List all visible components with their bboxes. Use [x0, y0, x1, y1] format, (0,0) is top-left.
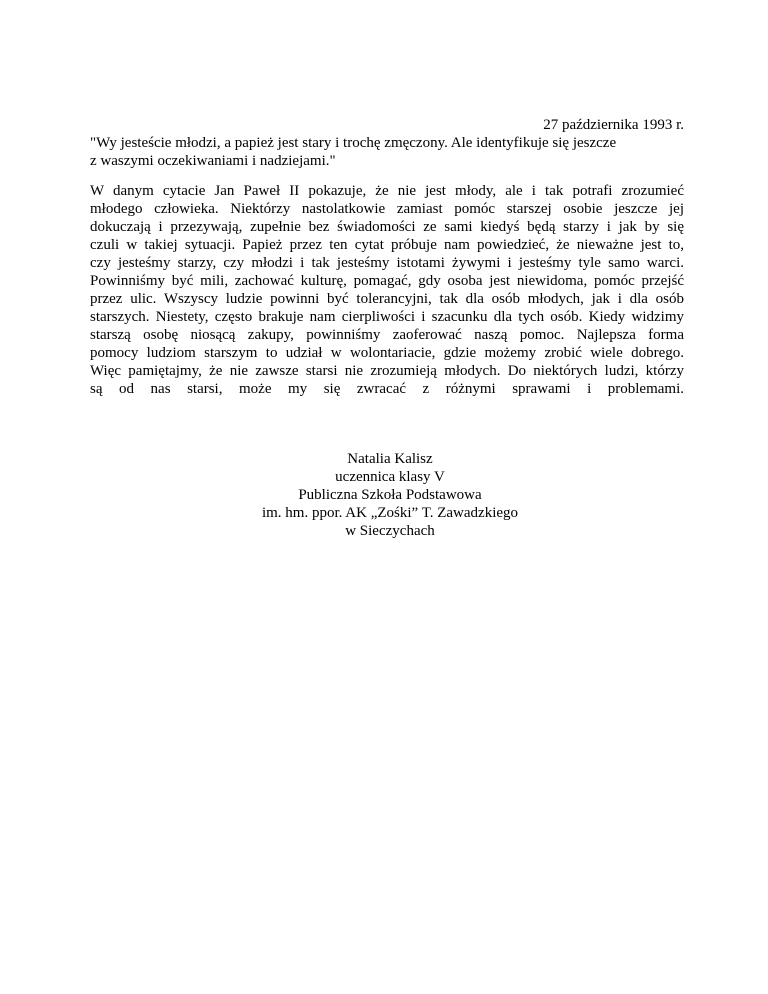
- essay-line: przez ulic. Wszyscy ludzie powinni być tolerancyjni, tak dla osób młodych, jak i dla osób: [90, 291, 684, 307]
- quote-line: z waszymi oczekiwaniami i nadziejami.": [90, 153, 336, 169]
- document-date: 27 października 1993 r.: [543, 117, 684, 133]
- essay-line: pomocy ludziom starszym to udział w wolontariacie, gdzie możemy zrobić wiele dobrego.: [90, 345, 684, 361]
- school-name: Publiczna Szkoła Podstawowa: [298, 487, 482, 503]
- essay-line: młodego człowieka. Niektórzy nastolatkowie zamiast pomóc starszej osobie jeszcze jej: [90, 201, 684, 217]
- essay-line: dokuczają i przezywają, zupełnie bez świadomości ze sami kiedyś będą starzy i jak by się: [90, 219, 684, 235]
- essay-line: starszych. Niestety, często brakuje nam cierpliwości i szacunku dla tych osób. Kiedy widzimy: [90, 309, 684, 325]
- essay-body: [90, 182, 684, 398]
- quote-line: "Wy jesteście młodzi, a papież jest stary i trochę zmęczony. Ale identyfikuje się jeszcze: [90, 135, 617, 151]
- essay-line: Więc pamiętajmy, że nie zawsze starsi nie zrozumieją młodych. Do niektórych ludzi, którzy: [90, 363, 684, 379]
- essay-line: starszą osobę niosącą zakupy, powinniśmy zaoferować naszą pomoc. Najlepsza forma: [90, 327, 684, 343]
- school-patron: im. hm. ppor. AK „Zośki” T. Zawadzkiego: [261, 505, 519, 521]
- essay-line: są od nas starsi, może my się zwracać z różnymi sprawami i problemami.: [90, 381, 684, 397]
- essay-line: czuli w takiej sytuacji. Papież przez ten cytat próbuje nam powiedzieć, że nieważne jest to,: [90, 237, 684, 253]
- essay-line: W danym cytacie Jan Paweł II pokazuje, że nie jest młody, ale i tak potrafi zrozumieć: [90, 183, 684, 199]
- school-location: w Sieczychach: [345, 523, 435, 539]
- author-role: uczennica klasy V: [335, 469, 445, 485]
- essay-line: czy jesteśmy starzy, czy młodzi i tak jesteśmy istotami żywymi i jesteśmy tyle samo warci.: [90, 255, 684, 271]
- essay-line: Powinniśmy być mili, zachować kulturę, pomagać, gdy osoba jest niewidoma, pomóc przejść: [90, 273, 684, 289]
- author-name: Natalia Kalisz: [347, 451, 433, 467]
- papal-quote: [90, 134, 690, 170]
- author-signature: [180, 450, 600, 540]
